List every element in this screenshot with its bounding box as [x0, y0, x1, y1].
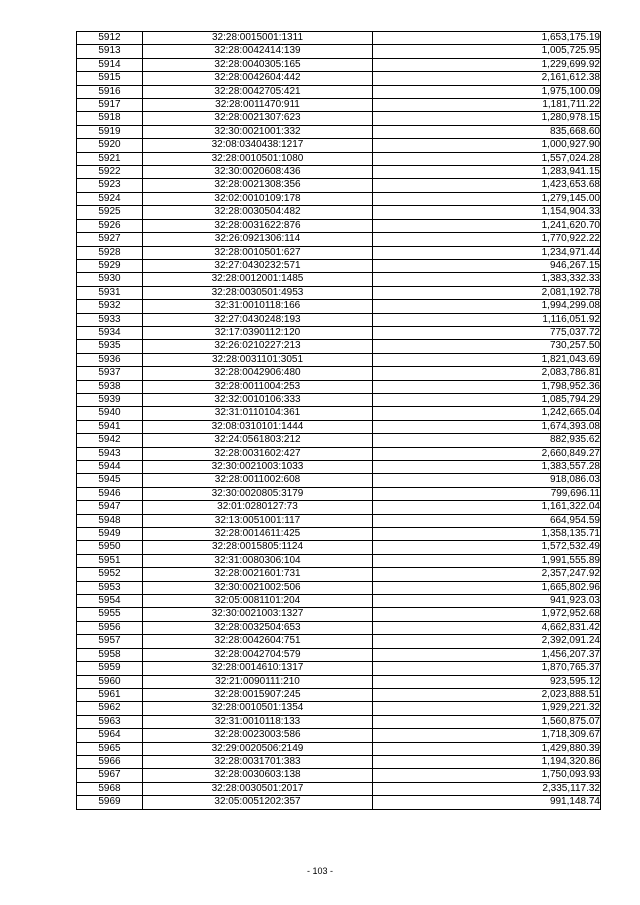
- row-number-cell: 5928: [77, 246, 143, 259]
- cadastral-number-cell: 32:13:0051001:117: [143, 514, 373, 527]
- amount-cell: 1,181,711.22: [373, 99, 601, 112]
- table-row: [77, 179, 601, 192]
- row-number-cell: 5944: [77, 461, 143, 474]
- table-row: [77, 206, 601, 219]
- row-number-cell: 5943: [77, 447, 143, 460]
- cadastral-number-cell: 32:28:0042604:751: [143, 635, 373, 648]
- amount-cell: 775,037.72: [373, 326, 601, 339]
- cadastral-number-cell: 32:28:0014610:1317: [143, 662, 373, 675]
- table-row: [77, 353, 601, 366]
- table-row: [77, 99, 601, 112]
- amount-cell: 1,283,941.15: [373, 166, 601, 179]
- table-row: [77, 742, 601, 755]
- row-number-cell: 5952: [77, 568, 143, 581]
- row-number-cell: 5954: [77, 595, 143, 608]
- row-number-cell: 5955: [77, 608, 143, 621]
- table-row: [77, 568, 601, 581]
- row-number-cell: 5948: [77, 514, 143, 527]
- table-row: [77, 729, 601, 742]
- table-row: [77, 380, 601, 393]
- cadastral-number-cell: 32:21:0090111:210: [143, 675, 373, 688]
- row-number-cell: 5961: [77, 688, 143, 701]
- amount-cell: 1,085,794.29: [373, 393, 601, 406]
- cadastral-number-cell: 32:28:0042705:421: [143, 85, 373, 98]
- row-number-cell: 5932: [77, 300, 143, 313]
- row-number-cell: 5962: [77, 702, 143, 715]
- table-row: [77, 474, 601, 487]
- row-number-cell: 5916: [77, 85, 143, 98]
- row-number-cell: 5959: [77, 662, 143, 675]
- cadastral-number-cell: 32:28:0031101:3051: [143, 353, 373, 366]
- cadastral-number-cell: 32:28:0032504:653: [143, 621, 373, 634]
- amount-cell: 941,923.03: [373, 595, 601, 608]
- row-number-cell: 5920: [77, 139, 143, 152]
- amount-cell: 2,161,612.38: [373, 72, 601, 85]
- amount-cell: 2,023,888.51: [373, 688, 601, 701]
- cadastral-number-cell: 32:28:0011004:253: [143, 380, 373, 393]
- cadastral-number-cell: 32:28:0030603:138: [143, 769, 373, 782]
- row-number-cell: 5964: [77, 729, 143, 742]
- row-number-cell: 5931: [77, 286, 143, 299]
- amount-cell: 730,257.50: [373, 340, 601, 353]
- amount-cell: 918,086.03: [373, 474, 601, 487]
- cadastral-number-cell: 32:28:0031622:876: [143, 219, 373, 232]
- cadastral-number-cell: 32:28:0040305:165: [143, 58, 373, 71]
- cadastral-number-cell: 32:28:0042414:139: [143, 45, 373, 58]
- table-row: [77, 192, 601, 205]
- table-row: [77, 125, 601, 138]
- table-row: [77, 313, 601, 326]
- cadastral-number-cell: 32:17:0390112:120: [143, 326, 373, 339]
- amount-cell: 1,000,927.90: [373, 139, 601, 152]
- row-number-cell: 5969: [77, 796, 143, 809]
- amount-cell: 1,280,978.15: [373, 112, 601, 125]
- cadastral-number-cell: 32:02:0010109:178: [143, 192, 373, 205]
- cadastral-number-cell: 32:28:0010501:627: [143, 246, 373, 259]
- cadastral-number-cell: 32:28:0042704:579: [143, 648, 373, 661]
- cadastral-number-cell: 32:30:0021003:1327: [143, 608, 373, 621]
- table-row: [77, 112, 601, 125]
- cadastral-number-cell: 32:01:0280127:73: [143, 501, 373, 514]
- row-number-cell: 5929: [77, 259, 143, 272]
- amount-cell: 2,357,247.92: [373, 568, 601, 581]
- row-number-cell: 5926: [77, 219, 143, 232]
- table-row: [77, 340, 601, 353]
- row-number-cell: 5937: [77, 367, 143, 380]
- amount-cell: 1,116,051.92: [373, 313, 601, 326]
- cadastral-number-cell: 32:28:0030504:482: [143, 206, 373, 219]
- cadastral-number-cell: 32:30:0021002:506: [143, 581, 373, 594]
- row-number-cell: 5950: [77, 541, 143, 554]
- table-row: [77, 72, 601, 85]
- table-row: [77, 662, 601, 675]
- cadastral-number-cell: 32:26:0210227:213: [143, 340, 373, 353]
- table-row: [77, 702, 601, 715]
- amount-cell: 1,572,532.49: [373, 541, 601, 554]
- row-number-cell: 5958: [77, 648, 143, 661]
- amount-cell: 2,660,849.27: [373, 447, 601, 460]
- table-row: [77, 755, 601, 768]
- table-row: [77, 434, 601, 447]
- table-body: [77, 32, 601, 810]
- amount-cell: 2,392,091.24: [373, 635, 601, 648]
- amount-cell: 1,975,100.09: [373, 85, 601, 98]
- table-row: [77, 621, 601, 634]
- cadastral-number-cell: 32:28:0014611:425: [143, 528, 373, 541]
- table-row: [77, 166, 601, 179]
- table-row: [77, 608, 601, 621]
- amount-cell: 1,194,320.86: [373, 755, 601, 768]
- table-row: [77, 688, 601, 701]
- amount-cell: 1,229,699.92: [373, 58, 601, 71]
- page-number: - 103 -: [306, 866, 333, 876]
- table-row: [77, 581, 601, 594]
- table-row: [77, 58, 601, 71]
- cadastral-number-cell: 32:08:0340438:1217: [143, 139, 373, 152]
- amount-cell: 1,241,620.70: [373, 219, 601, 232]
- table-row: [77, 139, 601, 152]
- amount-cell: 1,653,175.19: [373, 32, 601, 45]
- cadastral-number-cell: 32:28:0030501:2017: [143, 782, 373, 795]
- table-row: [77, 501, 601, 514]
- amount-cell: 1,557,024.28: [373, 152, 601, 165]
- cadastral-number-cell: 32:28:0030501:4953: [143, 286, 373, 299]
- row-number-cell: 5918: [77, 112, 143, 125]
- row-number-cell: 5914: [77, 58, 143, 71]
- table-row: [77, 367, 601, 380]
- row-number-cell: 5912: [77, 32, 143, 45]
- row-number-cell: 5919: [77, 125, 143, 138]
- row-number-cell: 5945: [77, 474, 143, 487]
- table-row: [77, 648, 601, 661]
- table-row: [77, 45, 601, 58]
- amount-cell: 1,750,093.93: [373, 769, 601, 782]
- amount-cell: 946,267.15: [373, 259, 601, 272]
- amount-cell: 2,081,192.78: [373, 286, 601, 299]
- table-row: [77, 300, 601, 313]
- amount-cell: 799,696.11: [373, 487, 601, 500]
- amount-cell: 1,383,332.33: [373, 273, 601, 286]
- row-number-cell: 5968: [77, 782, 143, 795]
- cadastral-number-cell: 32:32:0010106:333: [143, 393, 373, 406]
- cadastral-number-cell: 32:28:0042906:480: [143, 367, 373, 380]
- amount-cell: 1,456,207.37: [373, 648, 601, 661]
- amount-cell: 882,935.62: [373, 434, 601, 447]
- amount-cell: 1,242,665.04: [373, 407, 601, 420]
- row-number-cell: 5923: [77, 179, 143, 192]
- table-row: [77, 85, 601, 98]
- cadastral-number-cell: 32:30:0020608:436: [143, 166, 373, 179]
- table-row: [77, 769, 601, 782]
- table-row: [77, 233, 601, 246]
- table-row: [77, 782, 601, 795]
- row-number-cell: 5965: [77, 742, 143, 755]
- cadastral-number-cell: 32:28:0031701:383: [143, 755, 373, 768]
- table-row: [77, 675, 601, 688]
- amount-cell: 664,954.59: [373, 514, 601, 527]
- cadastral-number-cell: 32:28:0023003:586: [143, 729, 373, 742]
- cadastral-number-cell: 32:05:0051202:357: [143, 796, 373, 809]
- cadastral-number-cell: 32:30:0021001:332: [143, 125, 373, 138]
- row-number-cell: 5960: [77, 675, 143, 688]
- row-number-cell: 5956: [77, 621, 143, 634]
- row-number-cell: 5913: [77, 45, 143, 58]
- row-number-cell: 5957: [77, 635, 143, 648]
- row-number-cell: 5966: [77, 755, 143, 768]
- table-row: [77, 487, 601, 500]
- row-number-cell: 5917: [77, 99, 143, 112]
- row-number-cell: 5967: [77, 769, 143, 782]
- amount-cell: 1,560,875.07: [373, 715, 601, 728]
- table-row: [77, 554, 601, 567]
- row-number-cell: 5946: [77, 487, 143, 500]
- row-number-cell: 5940: [77, 407, 143, 420]
- table-row: [77, 528, 601, 541]
- amount-cell: 991,148.74: [373, 796, 601, 809]
- amount-cell: 4,662,831.42: [373, 621, 601, 634]
- row-number-cell: 5947: [77, 501, 143, 514]
- row-number-cell: 5938: [77, 380, 143, 393]
- amount-cell: 1,358,135.71: [373, 528, 601, 541]
- amount-cell: 1,718,309.67: [373, 729, 601, 742]
- table-row: [77, 219, 601, 232]
- table-row: [77, 447, 601, 460]
- cadastral-number-cell: 32:31:0080306:104: [143, 554, 373, 567]
- cadastral-number-cell: 32:05:0081101:204: [143, 595, 373, 608]
- amount-cell: 1,972,952.68: [373, 608, 601, 621]
- row-number-cell: 5936: [77, 353, 143, 366]
- cadastral-number-cell: 32:28:0015907:245: [143, 688, 373, 701]
- cadastral-number-cell: 32:28:0010501:1080: [143, 152, 373, 165]
- row-number-cell: 5941: [77, 420, 143, 433]
- cadastral-number-cell: 32:27:0430232:571: [143, 259, 373, 272]
- cadastral-number-cell: 32:28:0011470:911: [143, 99, 373, 112]
- cadastral-number-cell: 32:28:0015805:1124: [143, 541, 373, 554]
- data-table: [76, 31, 601, 810]
- table-row: [77, 326, 601, 339]
- amount-cell: 1,383,557.28: [373, 461, 601, 474]
- amount-cell: 1,870,765.37: [373, 662, 601, 675]
- amount-cell: 1,423,653.68: [373, 179, 601, 192]
- cadastral-number-cell: 32:30:0020805:3179: [143, 487, 373, 500]
- amount-cell: 835,668.60: [373, 125, 601, 138]
- table-row: [77, 514, 601, 527]
- cadastral-number-cell: 32:28:0021601:731: [143, 568, 373, 581]
- table-row: [77, 32, 601, 45]
- amount-cell: 1,770,922.22: [373, 233, 601, 246]
- cadastral-number-cell: 32:28:0021307:623: [143, 112, 373, 125]
- cadastral-number-cell: 32:28:0010501:1354: [143, 702, 373, 715]
- table-row: [77, 259, 601, 272]
- row-number-cell: 5939: [77, 393, 143, 406]
- row-number-cell: 5921: [77, 152, 143, 165]
- cadastral-number-cell: 32:08:0310101:1444: [143, 420, 373, 433]
- table-row: [77, 796, 601, 809]
- row-number-cell: 5951: [77, 554, 143, 567]
- table-row: [77, 461, 601, 474]
- amount-cell: 1,429,880.39: [373, 742, 601, 755]
- row-number-cell: 5925: [77, 206, 143, 219]
- cadastral-number-cell: 32:28:0012001:1485: [143, 273, 373, 286]
- row-number-cell: 5924: [77, 192, 143, 205]
- table-row: [77, 152, 601, 165]
- row-number-cell: 5935: [77, 340, 143, 353]
- table-row: [77, 635, 601, 648]
- cadastral-number-cell: 32:31:0010118:133: [143, 715, 373, 728]
- amount-cell: 1,279,145.00: [373, 192, 601, 205]
- row-number-cell: 5953: [77, 581, 143, 594]
- cadastral-number-cell: 32:26:0921306:114: [143, 233, 373, 246]
- cadastral-number-cell: 32:24:0561803:212: [143, 434, 373, 447]
- row-number-cell: 5930: [77, 273, 143, 286]
- row-number-cell: 5922: [77, 166, 143, 179]
- amount-cell: 1,665,802.96: [373, 581, 601, 594]
- row-number-cell: 5942: [77, 434, 143, 447]
- row-number-cell: 5927: [77, 233, 143, 246]
- amount-cell: 923,595.12: [373, 675, 601, 688]
- table-row: [77, 715, 601, 728]
- cadastral-number-cell: 32:28:0011002:608: [143, 474, 373, 487]
- amount-cell: 1,005,725.95: [373, 45, 601, 58]
- table-row: [77, 393, 601, 406]
- table-row: [77, 595, 601, 608]
- row-number-cell: 5949: [77, 528, 143, 541]
- row-number-cell: 5933: [77, 313, 143, 326]
- table-row: [77, 273, 601, 286]
- amount-cell: 2,335,117.32: [373, 782, 601, 795]
- cadastral-number-cell: 32:28:0031602:427: [143, 447, 373, 460]
- amount-cell: 1,929,221.32: [373, 702, 601, 715]
- table-row: [77, 541, 601, 554]
- row-number-cell: 5963: [77, 715, 143, 728]
- cadastral-number-cell: 32:30:0021003:1033: [143, 461, 373, 474]
- cadastral-number-cell: 32:28:0021308:356: [143, 179, 373, 192]
- table-row: [77, 407, 601, 420]
- table-row: [77, 246, 601, 259]
- table-row: [77, 420, 601, 433]
- amount-cell: 1,234,971.44: [373, 246, 601, 259]
- amount-cell: 2,083,786.81: [373, 367, 601, 380]
- amount-cell: 1,991,555.89: [373, 554, 601, 567]
- amount-cell: 1,821,043.69: [373, 353, 601, 366]
- amount-cell: 1,154,904.33: [373, 206, 601, 219]
- amount-cell: 1,994,299.08: [373, 300, 601, 313]
- cadastral-number-cell: 32:28:0042604:442: [143, 72, 373, 85]
- amount-cell: 1,161,322.04: [373, 501, 601, 514]
- cadastral-number-cell: 32:28:0015001:1311: [143, 32, 373, 45]
- table-row: [77, 286, 601, 299]
- amount-cell: 1,674,393.08: [373, 420, 601, 433]
- cadastral-number-cell: 32:31:0110104:361: [143, 407, 373, 420]
- amount-cell: 1,798,952.36: [373, 380, 601, 393]
- row-number-cell: 5934: [77, 326, 143, 339]
- cadastral-number-cell: 32:27:0430248:193: [143, 313, 373, 326]
- cadastral-number-cell: 32:29:0020506:2149: [143, 742, 373, 755]
- cadastral-number-cell: 32:31:0010118:166: [143, 300, 373, 313]
- row-number-cell: 5915: [77, 72, 143, 85]
